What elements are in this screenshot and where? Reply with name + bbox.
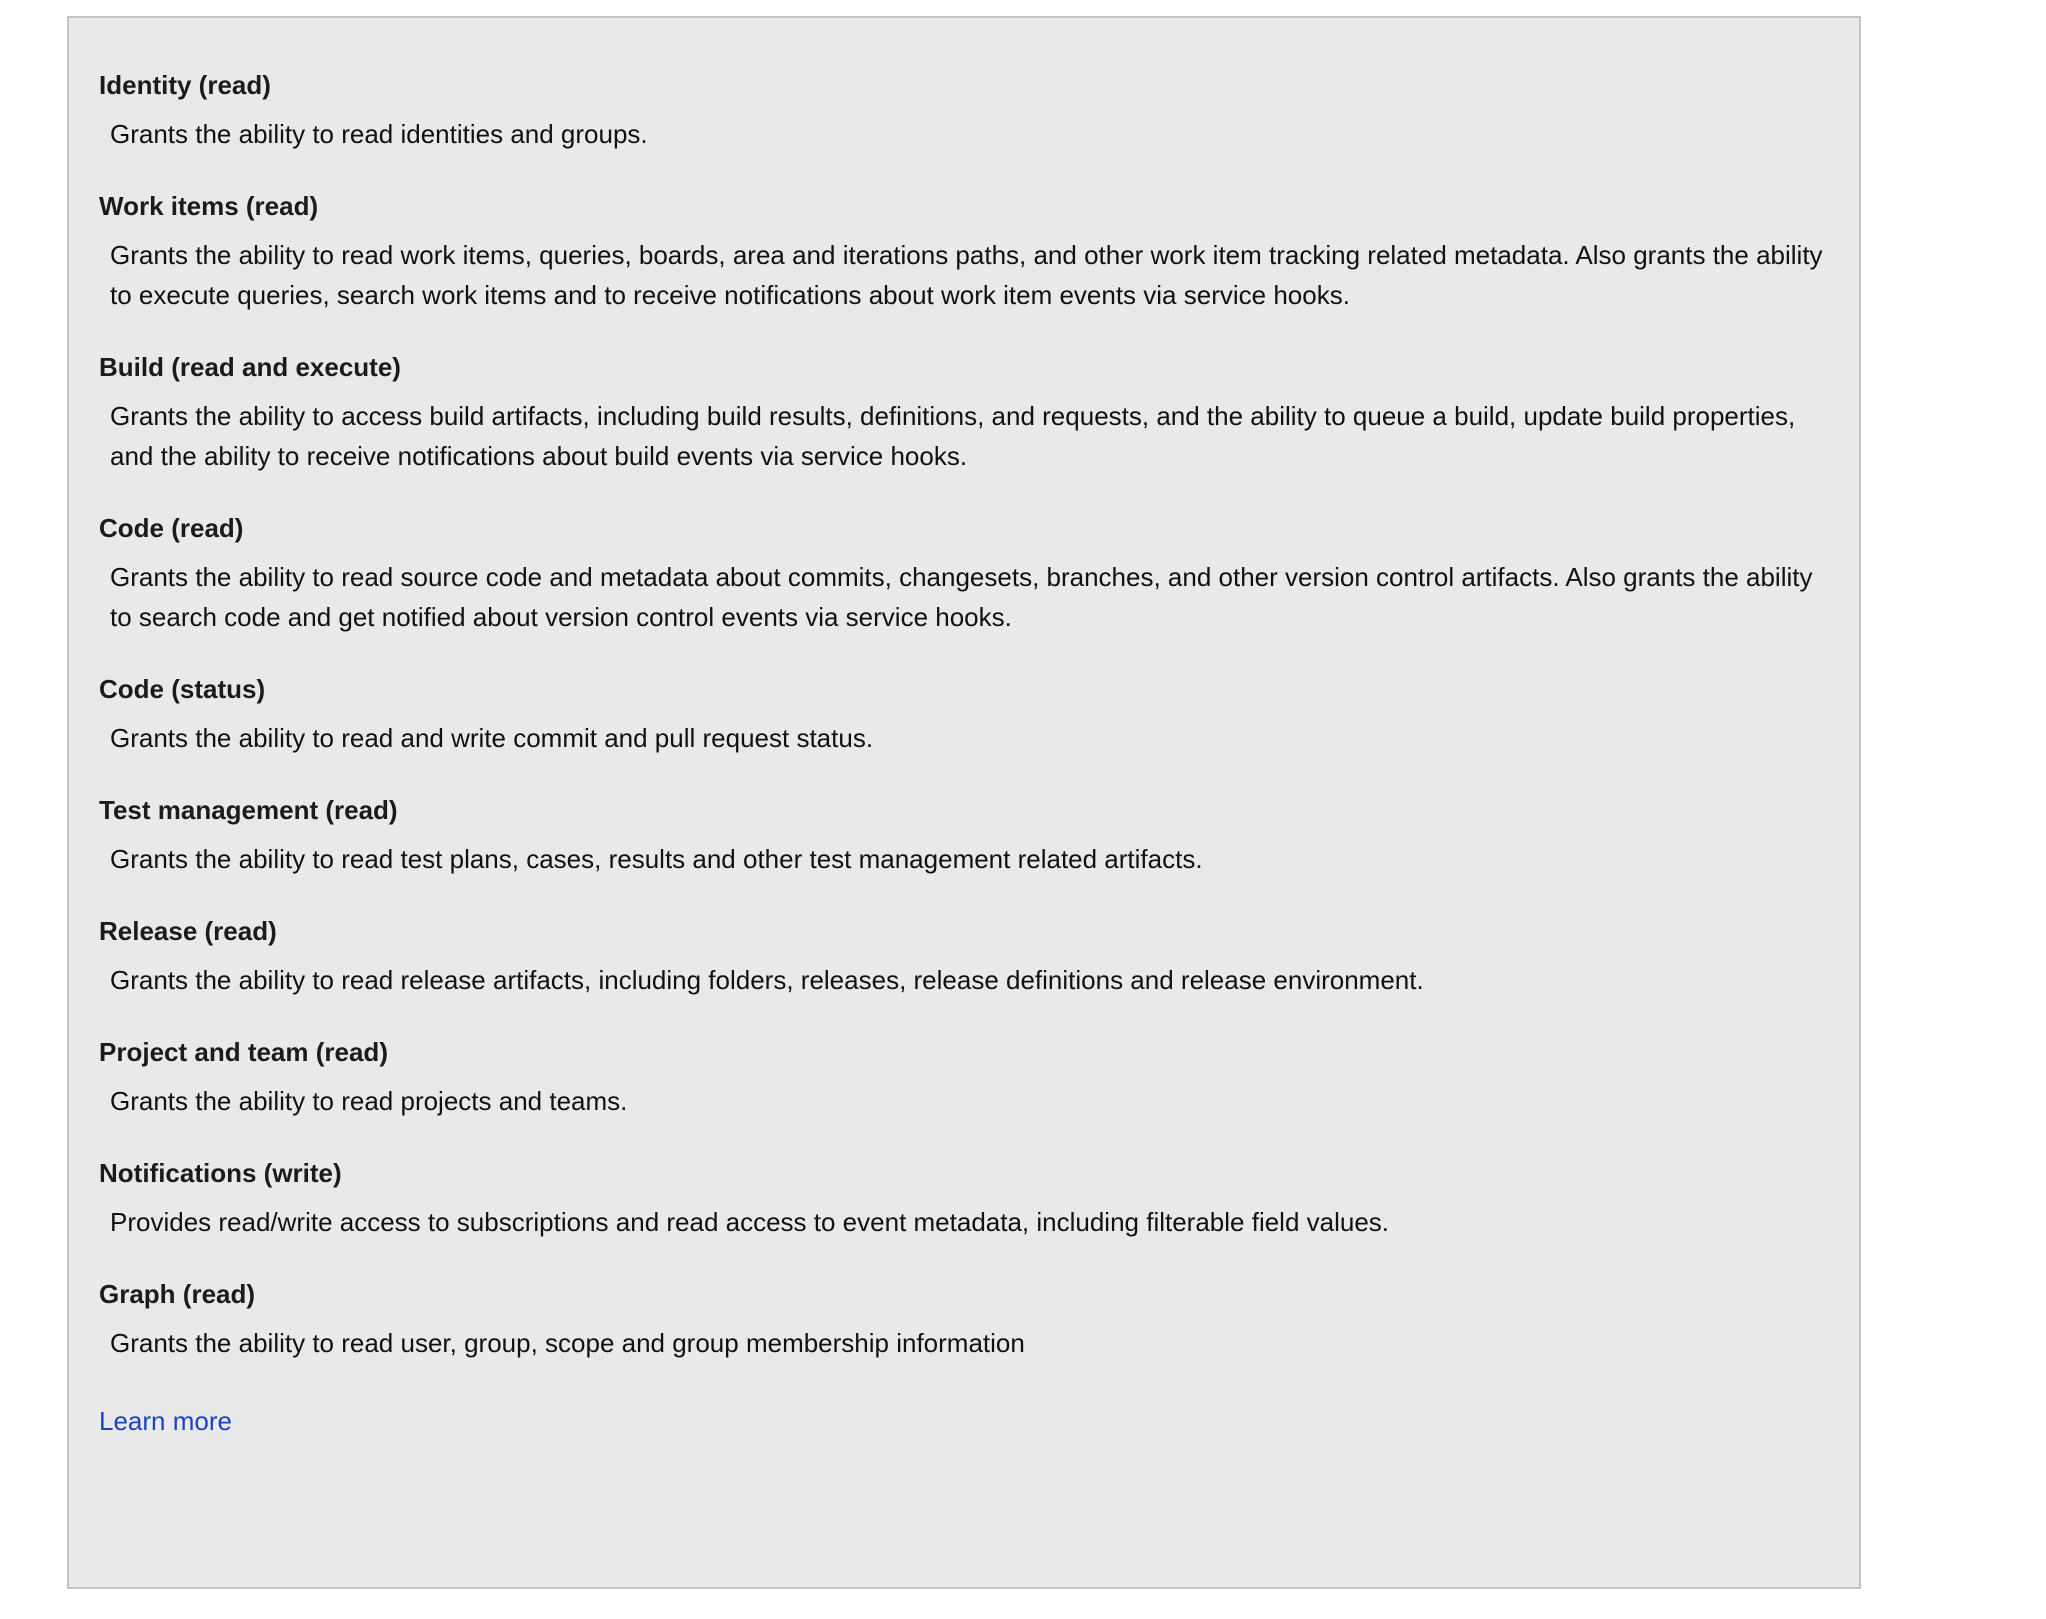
scope-title: Build (read and execute) [99,352,401,382]
scope-graph [99,1277,1823,1363]
scope-title: Code (status) [99,674,266,704]
scope-title: Work items (read) [99,191,319,221]
scope-test-management [99,793,1823,879]
scope-description: Grants the ability to read test plans, cases, results and other test management related artifacts. [110,844,1203,874]
scope-description: Grants the ability to access build artifacts, including build results, definitions, and requests, and the ability to queue a build, update build properties, and the ability to receive notifications about build events via service hooks. [110,401,1796,471]
scope-description: Grants the ability to read projects and teams. [110,1086,628,1116]
scope-release [99,914,1823,1000]
scope-identity [99,68,1823,154]
scope-title: Identity (read) [99,70,271,100]
scope-title: Code (read) [99,513,244,543]
scope-description: Grants the ability to read and write commit and pull request status. [110,723,874,753]
scope-title: Notifications (write) [99,1158,342,1188]
scope-code-read [99,511,1823,637]
scope-description: Grants the ability to read work items, queries, boards, area and iterations paths, and other work item tracking related metadata. Also grants the ability to execute queries, search work items and to receive notifications about work item events via service hooks. [110,240,1823,310]
scope-project-team [99,1035,1823,1121]
scope-work-items [99,189,1823,315]
scope-description: Provides read/write access to subscriptions and read access to event metadata, including filterable field values. [110,1207,1390,1237]
scope-description: Grants the ability to read user, group, scope and group membership information [110,1328,1025,1358]
scope-build [99,350,1823,476]
learn-more-link[interactable]: Learn more [99,1406,232,1436]
scope-title: Release (read) [99,916,277,946]
scope-title: Test management (read) [99,795,398,825]
scope-description: Grants the ability to read release artifacts, including folders, releases, release definitions and release environment. [110,965,1424,995]
scope-notifications [99,1156,1823,1242]
scope-code-status [99,672,1823,758]
scope-title: Graph (read) [99,1279,256,1309]
scope-description: Grants the ability to read identities and groups. [110,119,648,149]
permissions-panel [67,16,1861,1589]
scope-title: Project and team (read) [99,1037,388,1067]
scope-description: Grants the ability to read source code and metadata about commits, changesets, branches, and other version control artifacts. Also grants the ability to search code and get notified about version control events via service hooks. [110,562,1813,632]
